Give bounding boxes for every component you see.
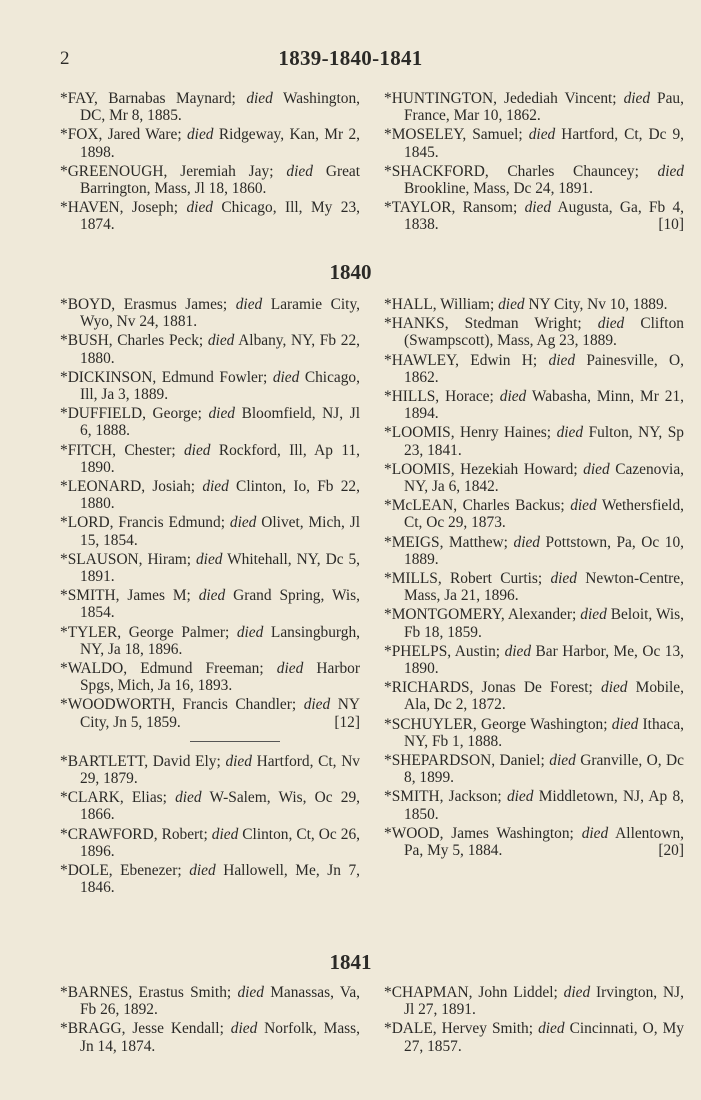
obituary-entry: *TAYLOR, Ransom; died Augusta, Ga, Fb 4, 1838. [10] <box>384 199 684 234</box>
obituary-entry: *FITCH, Chester; died Rockford, Ill, Ap 11, 1890. <box>60 441 360 476</box>
year-heading-1841: 1841 <box>329 950 372 974</box>
page-number: 2 <box>60 48 70 69</box>
obituary-entry: *BRAGG, Jesse Kendall; died Norfolk, Mass, Jn 14, 1874. <box>60 1020 360 1055</box>
obituary-entry: *LOOMIS, Henry Haines; died Fulton, NY, Sp 23, 1841. <box>384 424 684 459</box>
obituary-entry: *SMITH, James M; died Grand Spring, Wis, 1854. <box>60 587 360 622</box>
column-right <box>384 984 684 1057</box>
obituary-entry: *GREENOUGH, Jeremiah Jay; died Great Barrington, Mass, Jl 18, 1860. <box>60 162 361 198</box>
column-left <box>60 296 360 899</box>
page-header <box>0 44 701 74</box>
obituary-entry: *SHEPARDSON, Daniel; died Granville, O, Dc 8, 1899. <box>384 752 685 787</box>
year-heading-1840: 1840 <box>329 260 372 284</box>
obituary-entry: *HILLS, Horace; died Wabasha, Minn, Mr 21, 1894. <box>384 388 685 423</box>
obituary-entry: *BOYD, Erasmus James; died Laramie City, Wyo, Nv 24, 1881. <box>60 296 360 331</box>
obituary-entry: *McLEAN, Charles Backus; died Wethersfield, Ct, Oc 29, 1873. <box>384 497 684 532</box>
obituary-entry: *DICKINSON, Edmund Fowler; died Chicago, Ill, Ja 3, 1889. <box>60 368 360 404</box>
obituary-entry: *DUFFIELD, George; died Bloomfield, NJ, Jl 6, 1888. <box>60 405 360 440</box>
obituary-entry: *LORD, Francis Edmund; died Olivet, Mich, Jl 15, 1854. <box>60 514 360 549</box>
obituary-entry: *HUNTINGTON, Jedediah Vincent; died Pau, France, Mar 10, 1862. <box>384 90 684 125</box>
entry-count: [12] <box>334 713 360 731</box>
entries-group-2 <box>60 753 360 897</box>
obituary-entry: *CHAPMAN, John Liddel; died Irvington, NJ, Jl 27, 1891. <box>384 984 684 1019</box>
obituary-entry: *BARNES, Erastus Smith; died Manassas, Va, Fb 26, 1892. <box>60 984 360 1019</box>
obituary-entry: *WOOD, James Washington; died Allentown, Pa, My 5, 1884. [20] <box>384 824 684 860</box>
column-right <box>384 90 684 236</box>
obituary-entry: *WOODWORTH, Francis Chandler; died NY City, Jn 5, 1859. [12] <box>60 696 361 731</box>
obituary-entry: *HANKS, Stedman Wright; died Clifton (Swampscott), Mass, Ag 23, 1889. <box>384 315 684 350</box>
section-1841 <box>60 984 684 1057</box>
obituary-entry: *SMITH, Jackson; died Middletown, NJ, Ap 8, 1850. <box>384 788 684 823</box>
obituary-entry: *DALE, Hervey Smith; died Cincinnati, O, My 27, 1857. <box>384 1020 684 1055</box>
section-1840 <box>60 296 684 899</box>
obituary-entry: *HALL, William; died NY City, Nv 10, 1889. <box>384 296 668 313</box>
obituary-entry: *RICHARDS, Jonas De Forest; died Mobile, Ala, Dc 2, 1872. <box>384 679 684 714</box>
obituary-entry: *FOX, Jared Ware; died Ridgeway, Kan, Mr 2, 1898. <box>60 126 360 161</box>
obituary-entry: *DOLE, Ebenezer; died Hallowell, Me, Jn 7, 1846. <box>60 862 360 897</box>
obituary-entry: *SCHUYLER, George Washington; died Ithaca, NY, Fb 1, 1888. <box>384 715 684 750</box>
entry-count: [10] <box>658 216 684 234</box>
obituary-entry: *BARTLETT, David Ely; died Hartford, Ct, Nv 29, 1879. <box>60 752 361 788</box>
column-left <box>60 984 360 1057</box>
section-1839 <box>60 90 684 236</box>
obituary-entry: *MEIGS, Matthew; died Pottstown, Pa, Oc 10, 1889. <box>384 533 684 568</box>
obituary-entry: *FAY, Barnabas Maynard; died Washington, DC, Mr 8, 1885. <box>60 90 360 125</box>
running-title: 1839-1840-1841 <box>278 46 423 70</box>
obituary-entry: *HAVEN, Joseph; died Chicago, Ill, My 23, 1874. <box>60 199 360 234</box>
obituary-entry: *CLARK, Elias; died W-Salem, Wis, Oc 29, 1866. <box>60 789 360 824</box>
obituary-entry: *HAWLEY, Edwin H; died Painesville, O, 1862. <box>384 351 684 386</box>
obituary-entry: *SHACKFORD, Charles Chauncey; died Brookline, Mass, Dc 24, 1891. <box>384 162 684 198</box>
obituary-entry: *WALDO, Edmund Freeman; died Harbor Spgs, Mich, Ja 16, 1893. <box>60 660 360 695</box>
obituary-entry: *LEONARD, Josiah; died Clinton, Io, Fb 22, 1880. <box>60 478 360 513</box>
obituary-entry: *LOOMIS, Hezekiah Howard; died Cazenovia, NY, Ja 6, 1842. <box>384 460 685 496</box>
entries-group-1 <box>60 296 360 731</box>
obituary-entry: *BUSH, Charles Peck; died Albany, NY, Fb 22, 1880. <box>60 332 360 367</box>
obituary-entry: *MONTGOMERY, Alexander; died Beloit, Wis, Fb 18, 1859. <box>384 606 684 641</box>
divider-rule <box>190 741 280 742</box>
obituary-entry: *MOSELEY, Samuel; died Hartford, Ct, Dc 9, 1845. <box>384 126 684 161</box>
obituary-entry: *CRAWFORD, Robert; died Clinton, Ct, Oc 26, 1896. <box>60 825 360 860</box>
obituary-entry: *MILLS, Robert Curtis; died Newton-Centre, Mass, Ja 21, 1896. <box>384 570 684 605</box>
obituary-entry: *SLAUSON, Hiram; died Whitehall, NY, Dc 5, 1891. <box>60 550 360 586</box>
obituary-entry: *PHELPS, Austin; died Bar Harbor, Me, Oc 13, 1890. <box>384 642 685 678</box>
column-right <box>384 296 684 899</box>
column-left <box>60 90 360 236</box>
obituary-entry: *TYLER, George Palmer; died Lansingburgh, NY, Ja 18, 1896. <box>60 623 360 658</box>
entry-count: [20] <box>658 842 684 860</box>
